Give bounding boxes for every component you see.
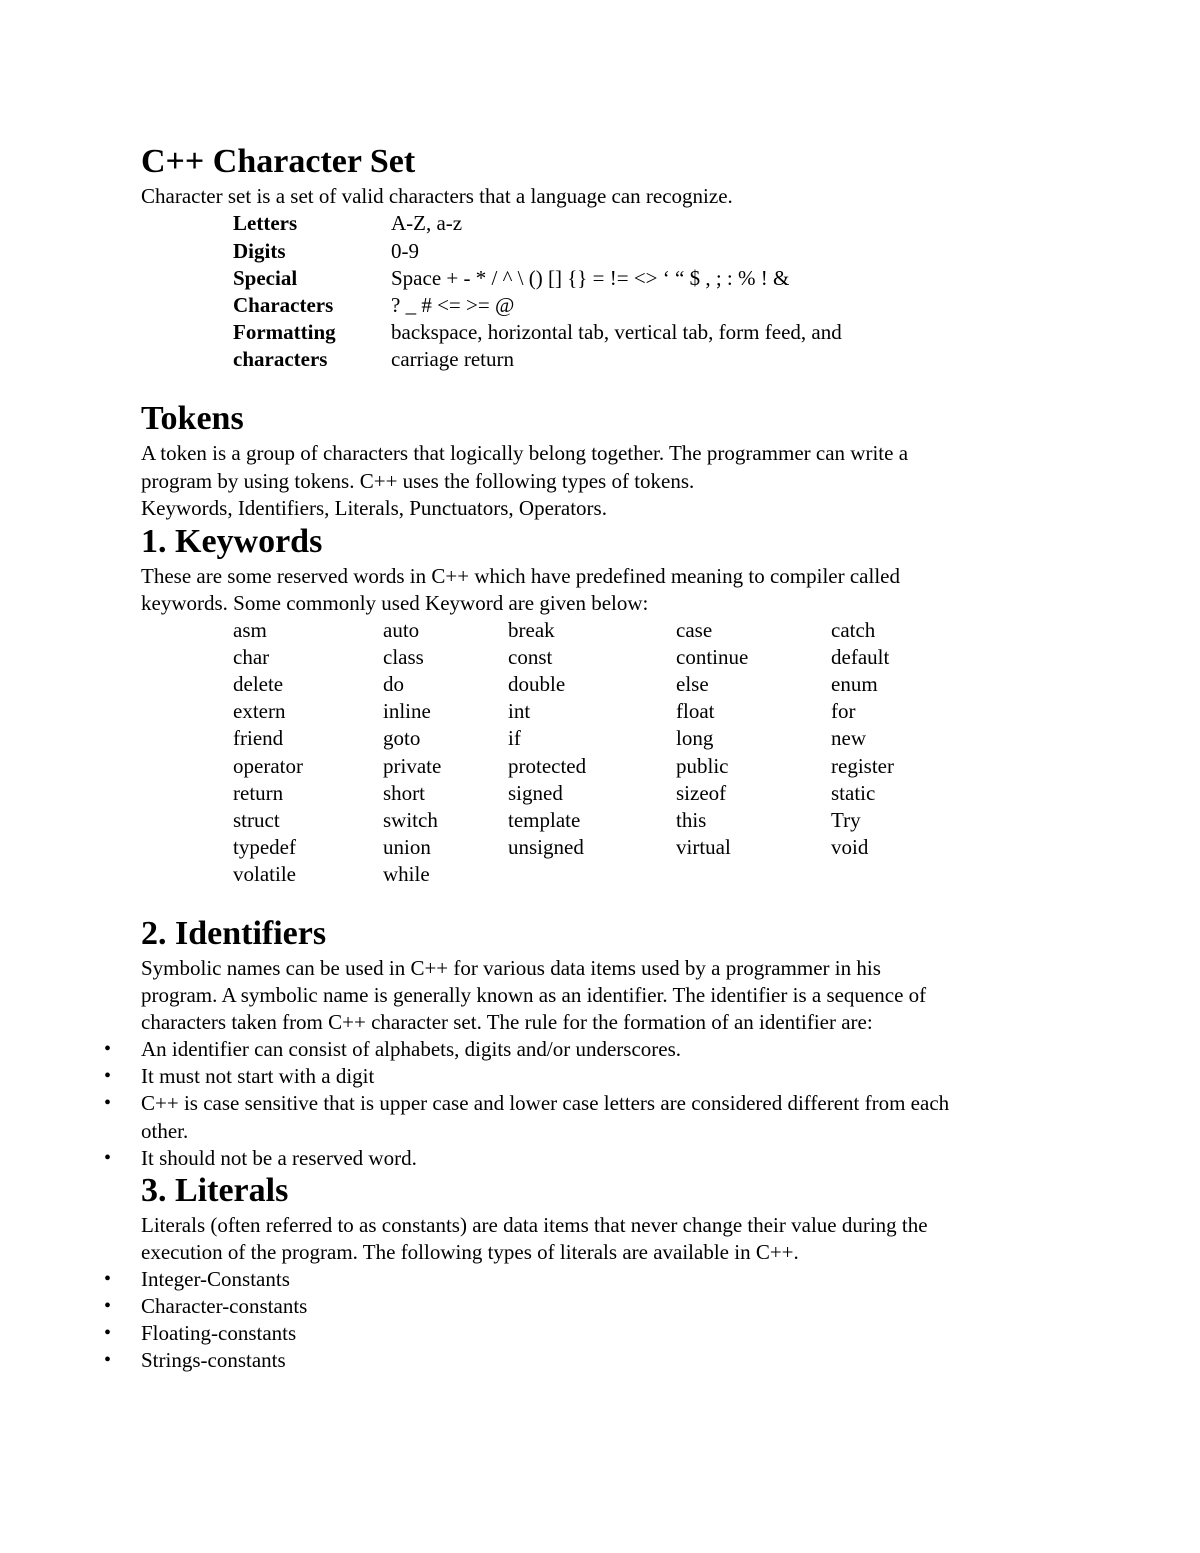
keyword-cell: static (831, 781, 876, 805)
tokens-line: program by using tokens. C++ uses the following types of tokens. (141, 469, 695, 493)
charset-label: Special (233, 266, 298, 290)
keyword-cell: return (233, 781, 284, 805)
keyword-cell: long (676, 726, 714, 750)
tokens-heading: Tokens (141, 400, 244, 437)
bullet-marker: • (104, 1038, 112, 1060)
keyword-cell: Try (831, 808, 861, 832)
keyword-cell: private (383, 754, 442, 778)
keyword-cell: enum (831, 672, 878, 696)
tokens-line: Keywords, Identifiers, Literals, Punctuators, Operators. (141, 496, 607, 520)
charset-intro: Character set is a set of valid characters that a language can recognize. (141, 184, 733, 208)
keyword-cell: goto (383, 726, 421, 750)
keyword-cell: extern (233, 699, 286, 723)
charset-label: Formatting (233, 320, 336, 344)
bullet-marker: • (104, 1349, 112, 1371)
tokens-line: A token is a group of characters that logically belong together. The programmer can write a (141, 441, 909, 465)
keyword-cell: class (383, 645, 424, 669)
keyword-cell: sizeof (676, 781, 727, 805)
keyword-cell: short (383, 781, 425, 805)
keyword-cell: delete (233, 672, 284, 696)
keyword-cell: catch (831, 618, 876, 642)
keyword-cell: template (508, 808, 581, 832)
charset-value: carriage return (391, 347, 514, 371)
keyword-cell: int (508, 699, 531, 723)
charset-label: Characters (233, 293, 334, 317)
keyword-cell: operator (233, 754, 303, 778)
bullet-marker: • (104, 1065, 112, 1087)
charset-label: Digits (233, 239, 286, 263)
charset-heading: C++ Character Set (141, 143, 416, 180)
identifiers-line: program. A symbolic name is generally known as an identifier. The identifier is a sequence of (141, 983, 927, 1007)
keyword-cell: void (831, 835, 869, 859)
keyword-cell: signed (508, 781, 563, 805)
literals-heading: 3. Literals (141, 1172, 289, 1209)
keyword-cell: inline (383, 699, 431, 723)
keyword-cell: auto (383, 618, 420, 642)
keyword-cell: double (508, 672, 566, 696)
literals-line: Literals (often referred to as constants) are data items that never change their value during the (141, 1213, 928, 1237)
identifiers-heading: 2. Identifiers (141, 915, 327, 952)
keyword-cell: asm (233, 618, 267, 642)
bullet-marker: • (104, 1295, 112, 1317)
bullet-marker: • (104, 1092, 112, 1114)
charset-value: Space + - * / ^ \ () [] {} = != <> ‘ “ $ , ; : % ! & (391, 266, 790, 290)
keyword-cell: protected (508, 754, 587, 778)
identifiers-bullet-continued: other. (141, 1119, 189, 1143)
keyword-cell: char (233, 645, 270, 669)
keyword-cell: struct (233, 808, 280, 832)
bullet-marker: • (104, 1322, 112, 1344)
keyword-cell: continue (676, 645, 749, 669)
keyword-cell: unsigned (508, 835, 584, 859)
keyword-cell: register (831, 754, 894, 778)
keyword-cell: this (676, 808, 707, 832)
keyword-cell: do (383, 672, 404, 696)
keywords-line: keywords. Some commonly used Keyword are given below: (141, 591, 649, 615)
identifiers-bullet: It should not be a reserved word. (141, 1146, 417, 1170)
literals-bullet: Integer-Constants (141, 1267, 290, 1291)
keyword-cell: if (508, 726, 521, 750)
literals-bullet: Character-constants (141, 1294, 308, 1318)
identifiers-line: Symbolic names can be used in C++ for various data items used by a programmer in his (141, 956, 881, 980)
keyword-cell: union (383, 835, 431, 859)
literals-bullet: Floating-constants (141, 1321, 297, 1345)
keyword-cell: typedef (233, 835, 296, 859)
keyword-cell: volatile (233, 862, 296, 886)
keyword-cell: new (831, 726, 866, 750)
literals-bullet: Strings-constants (141, 1348, 286, 1372)
charset-value: backspace, horizontal tab, vertical tab, form feed, and (391, 320, 842, 344)
charset-label: Letters (233, 211, 298, 235)
identifiers-line: characters taken from C++ character set. The rule for the formation of an identifier are: (141, 1010, 873, 1034)
keyword-cell: public (676, 754, 729, 778)
keywords-heading: 1. Keywords (141, 523, 323, 560)
keyword-cell: switch (383, 808, 438, 832)
charset-label: characters (233, 347, 328, 371)
identifiers-bullet: C++ is case sensitive that is upper case and lower case letters are considered different from each (141, 1091, 950, 1115)
bullet-marker: • (104, 1268, 112, 1290)
identifiers-bullet: An identifier can consist of alphabets, digits and/or underscores. (141, 1037, 682, 1061)
keyword-cell: for (831, 699, 856, 723)
identifiers-bullet: It must not start with a digit (141, 1064, 375, 1088)
keywords-line: These are some reserved words in C++ which have predefined meaning to compiler called (141, 564, 900, 588)
keyword-cell: virtual (676, 835, 731, 859)
charset-value: 0-9 (391, 239, 419, 263)
keyword-cell: float (676, 699, 715, 723)
charset-value: ? _ # <= >= @ (391, 293, 515, 317)
keyword-cell: const (508, 645, 553, 669)
keyword-cell: friend (233, 726, 284, 750)
keyword-cell: default (831, 645, 890, 669)
charset-value: A-Z, a-z (391, 211, 463, 235)
keyword-cell: else (676, 672, 709, 696)
literals-line: execution of the program. The following types of literals are available in C++. (141, 1240, 799, 1264)
bullet-marker: • (104, 1147, 112, 1169)
keyword-cell: while (383, 862, 430, 886)
keyword-cell: break (508, 618, 555, 642)
keyword-cell: case (676, 618, 713, 642)
